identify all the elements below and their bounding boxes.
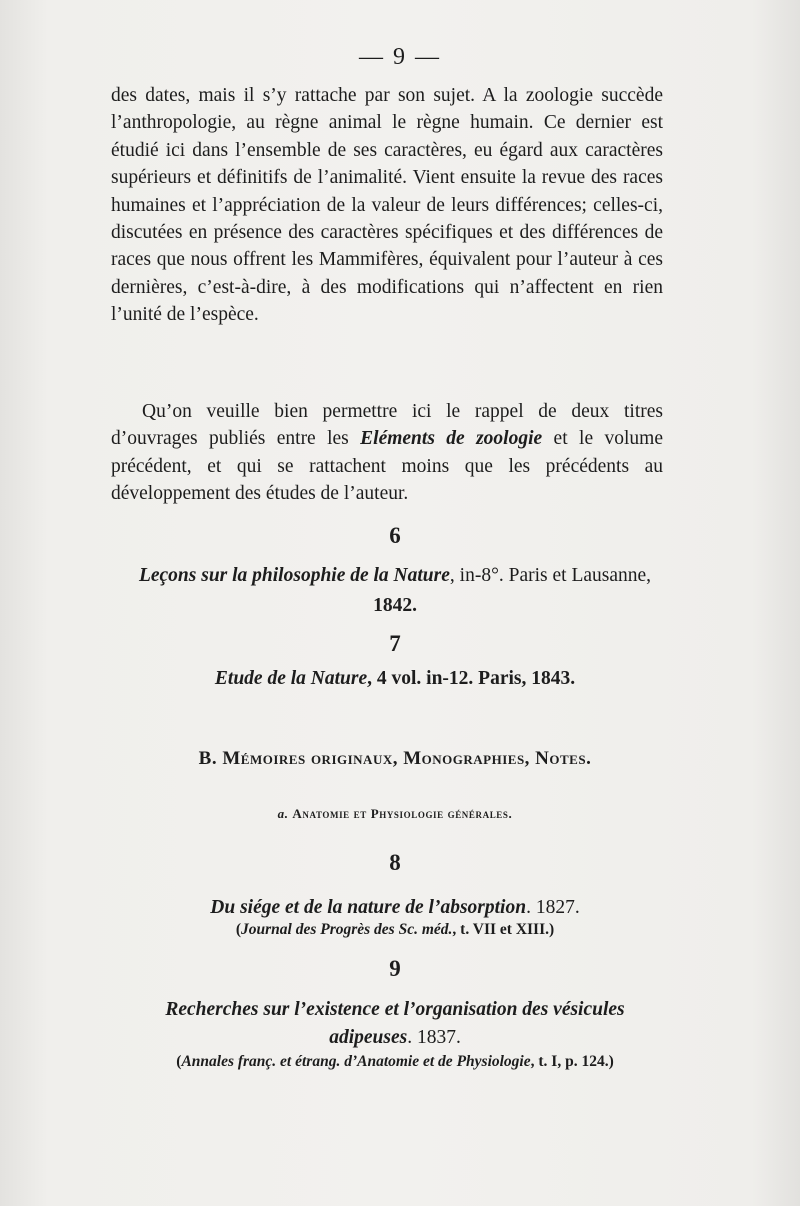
entry-title-7-italic: Etude de la Nature <box>214 668 368 689</box>
entry-title-9-line2 <box>100 1023 690 1053</box>
entry-ref-9-journal: Annales franç. et étrang. d’Anatomie et de Physiologie <box>181 1053 531 1070</box>
entry-title-7 <box>100 664 690 694</box>
entry-title-8-details: . 1827. <box>526 897 580 918</box>
entry-year-6: 1842. <box>373 595 417 616</box>
entry-title-9-line2-italic: adipeuses <box>329 1027 408 1048</box>
section-heading-b <box>100 748 690 770</box>
subsection-heading-a <box>100 806 690 822</box>
entry-ref-9-open: ( <box>176 1053 182 1070</box>
entry-ref-8 <box>100 921 690 939</box>
entry-ref-8-rest: , t. VII et XIII.) <box>452 921 555 938</box>
entry-number-6: 6 <box>389 523 401 548</box>
subsection-a-letter: a. <box>277 806 293 821</box>
entry-ref-8-open: ( <box>235 921 241 938</box>
section-b-letter: B. <box>198 748 223 769</box>
paragraph-anthropology: des dates, mais il s’y rattache par son sujet. A la zoologie succède l’anthropologie, au règne animal le règne humain. Ce dernier est étudié ici dans l’ensemble de ses caractères, eu égard aux caractères supérieurs et définitifs de l’animalité. Vient ensuite la revue des races humaines et l’appréciation de la valeur de leurs différences; celles-ci, discutées en présence des caractères spécifiques et des différences de races que nous offrent les Mammifères, équivalent pour l’auteur à ces dernières, c’est-à-dire, à des modifications qui n’affectent en rien l’unité de l’espèce. <box>111 85 663 326</box>
entry-title-9-details: . 1837. <box>407 1027 461 1048</box>
entry-number-9: 9 <box>389 956 401 981</box>
paragraph-recall-italic: Eléments de zoologie <box>360 428 543 450</box>
entry-title-9-line1-italic: Recherches sur l’existence et l’organisation des vésicules <box>165 999 625 1020</box>
entry-title-8 <box>100 893 690 923</box>
entry-title-8-italic: Du siége et de la nature de l’absorption <box>210 897 527 918</box>
entry-title-6-italic: Leçons sur la philosophie de la Nature <box>138 565 450 586</box>
entry-title-6-details: , in-8°. Paris et Lausanne, <box>449 565 652 586</box>
entry-ref-8-journal: Journal des Progrès des Sc. méd. <box>240 921 453 938</box>
page-number: — 9 — <box>359 44 441 70</box>
section-b-text: Mémoires originaux, Monographies, Notes. <box>222 748 592 769</box>
entry-title-6 <box>100 561 690 591</box>
entry-ref-9-rest: , t. I, p. 124.) <box>530 1053 614 1070</box>
entry-title-9-line1 <box>100 995 690 1025</box>
entry-number-7: 7 <box>389 631 401 656</box>
subsection-a-text: Anatomie et Physiologie générales. <box>292 806 513 821</box>
paragraph-recall <box>111 398 663 508</box>
entry-ref-9 <box>90 1053 700 1071</box>
entry-number-8: 8 <box>389 850 401 875</box>
entry-title-7-details: , 4 vol. in-12. Paris, 1843. <box>367 668 576 689</box>
paragraph-recall-text-2: et le volume précédent, et qui se rattachent moins que les précédents au développement des études de l’auteur. <box>111 428 663 505</box>
paragraph-recall-text-1: Qu’on veuille bien permettre ici le rappel de deux titres d’ouvrages publiés entre les <box>111 401 663 450</box>
